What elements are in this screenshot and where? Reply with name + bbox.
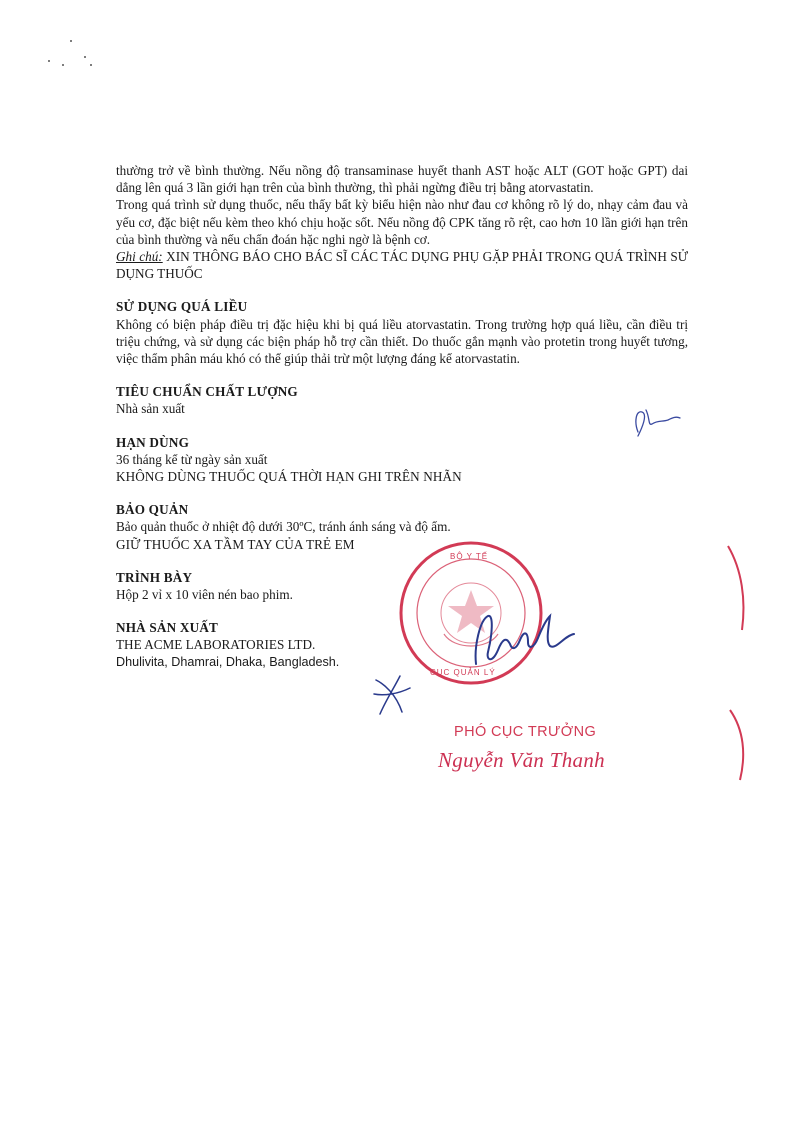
storage-line2: GIỮ THUỐC XA TẦM TAY CỦA TRẺ EM	[116, 536, 355, 552]
shelf-life-line1: 36 tháng kể từ ngày sản xuất	[116, 451, 268, 467]
manufacturer-heading: NHÀ SẢN XUẤT	[116, 620, 219, 636]
overdose-text: Không có biện pháp điều trị đặc hiệu khi bị quá liều atorvastatin. Trong trường hợp quá liều, cần điều trị triệu chứng, và sử dụng các biện pháp hỗ trợ cần thiết. Do thuốc gắn mạnh vào protetin trong huyết tương, việc thẩm phân máu khó có thể giúp thải trừ một lượng đáng kể atorvastatin.	[116, 316, 688, 367]
official-title: PHÓ CỤC TRƯỞNG	[454, 724, 597, 740]
initials-mark-icon	[628, 402, 684, 442]
stamp-edge-arc-icon	[720, 540, 750, 790]
presentation-heading: TRÌNH BÀY	[116, 569, 193, 585]
manufacturer-address: Dhulivita, Dhamrai, Dhaka, Bangladesh.	[116, 654, 340, 669]
manufacturer-name: THE ACME LABORATORIES LTD.	[116, 637, 316, 653]
quality-heading: TIÊU CHUẨN CHẤT LƯỢNG	[116, 384, 298, 400]
quality-text: Nhà sản xuất	[116, 401, 185, 417]
signature-icon	[470, 606, 580, 672]
shelf-life-heading: HẠN DÙNG	[116, 434, 190, 450]
note-line	[116, 248, 688, 282]
stamp-top-text: BỘ Y TẾ	[450, 552, 489, 561]
note-text: XIN THÔNG BÁO CHO BÁC SĨ CÁC TÁC DỤNG PHỤ GẶP PHẢI TRONG QUÁ TRÌNH SỬ DỤNG THUỐC	[116, 249, 688, 282]
presentation-text: Hộp 2 vỉ x 10 viên nén bao phim.	[116, 587, 293, 603]
paragraph-muscle: Trong quá trình sử dụng thuốc, nếu thấy bất kỳ biểu hiện nào như đau cơ không rõ lý do, nhạy cảm đau và yếu cơ, đặc biệt nếu kèm theo khó chịu hoặc sốt. Nếu nồng độ CPK tăng rõ rệt, cao hơn 10 lần giới hạn trên của bình thường và nếu chẩn đoán hặc nghi ngờ là bệnh cơ.	[116, 197, 688, 247]
scan-specks	[40, 36, 100, 76]
signature-mark-icon	[370, 668, 414, 718]
official-name: Nguyễn Văn Thanh	[438, 748, 605, 772]
shelf-life-line2: KHÔNG DÙNG THUỐC QUÁ THỜI HẠN GHI TRÊN NHÃN	[116, 469, 462, 485]
stamp-bottom-text: CỤC QUẢN LÝ	[430, 668, 496, 677]
storage-heading: BẢO QUẢN	[116, 502, 189, 518]
overdose-heading: SỬ DỤNG QUÁ LIỀU	[116, 299, 248, 315]
paragraph-transaminase: thường trở về bình thường. Nếu nồng độ transaminase huyết thanh AST hoặc ALT (GOT hoặc GPT) dai dẳng lên quá 3 lần giới hạn trên của bình thường, thì phải ngừng điều trị bằng atorvastatin.	[116, 163, 688, 196]
note-label: Ghi chú:	[116, 249, 163, 265]
storage-line1: Bảo quản thuốc ở nhiệt độ dưới 30ºC, tránh ánh sáng và độ ẩm.	[116, 519, 451, 535]
